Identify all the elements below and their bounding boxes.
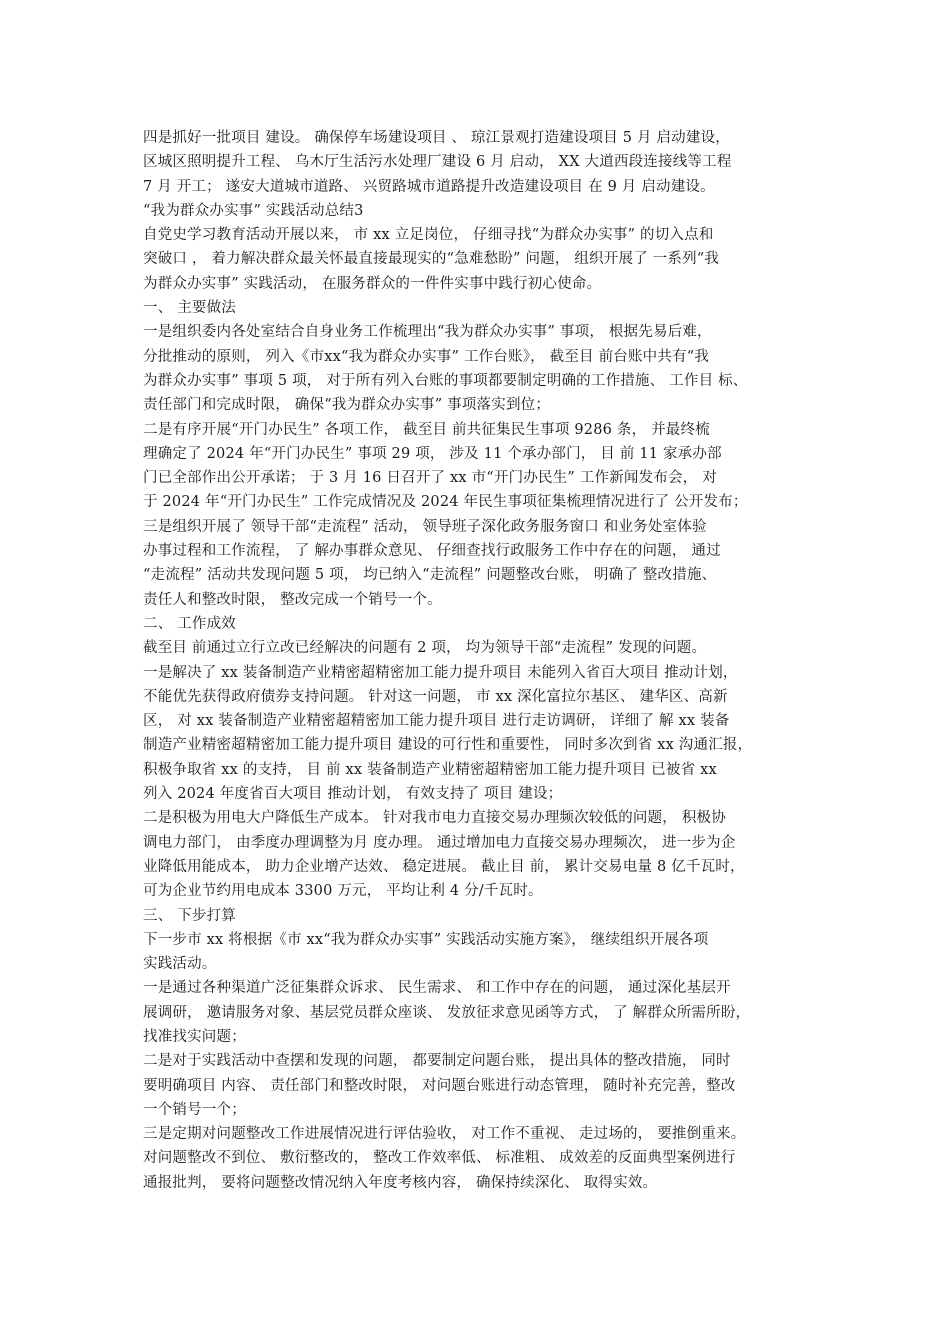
text-line: 责任部门和完成时限， 确保“我为群众办实事” 事项落实到位； (143, 397, 551, 414)
text-line: 找准找实问题； (143, 1028, 246, 1045)
text-line: 一个销号一个； (143, 1101, 246, 1118)
text-line: 三是组织开展了 领导干部“走流程” 活动， 领导班子深化政务服务窗口 和业务处室体验 (143, 518, 707, 535)
text-line: 二是积极为用电大户降低生产成本。 针对我市电力直接交易办理频次较低的问题， 积极协 (143, 810, 726, 827)
text-line: 区城区照明提升工程、 乌木厅生活污水处理厂建设 6 月 启动， XX 大道西段连接线等工程 (143, 154, 732, 171)
text-line: 调电力部门， 由季度办理调整为月 度办理。 通过增加电力直接交易办理频次， 进一步为企 (143, 834, 736, 851)
text-line: 突破口 ， 着力解决群众最关怀最直接最现实的“急难愁盼” 问题， 组织开展了 一系列“我 (143, 251, 720, 268)
text-line: 实践活动。 (143, 956, 217, 973)
text-line: 7 月 开工； 遂安大道城市道路、 兴贸路城市道路提升改造建设项目 在 9 月 启动建设。 (143, 178, 715, 195)
text-line: 业降低用能成本， 助力企业增产达效、 稳定进展。 截止目 前， 累计交易电量 8 亿千瓦时， (143, 858, 745, 875)
text-line: 下一步市 xx 将根据《市 xx“我为群众办实事” 实践活动实施方案》， 继续组织开展各项 (143, 931, 709, 948)
text-line: 为群众办实事” 事项 5 项， 对于所有列入台账的事项都要制定明确的工作措施、 工作目 标、 (143, 372, 748, 389)
text-line: 一是组织委内各处室结合自身业务工作梳理出“我为群众办实事” 事项， 根据先易后难， (143, 324, 712, 341)
text-line: 展调研， 邀请服务对象、基层党员群众座谈、 发放征求意见函等方式， 了 解群众所需所盼， (143, 1004, 751, 1021)
document-body (143, 126, 823, 1195)
text-line: 自党史学习教育活动开展以来， 市 xx 立足岗位， 仔细寻找“为群众办实事” 的切入点和 (143, 227, 714, 244)
text-line: 二是对于实践活动中查摆和发现的问题， 都要制定问题台账， 提出具体的整改措施， 同时 (143, 1053, 731, 1070)
text-line: 二、 工作成效 (143, 615, 237, 632)
text-line: 理确定了 2024 年“开门办民生” 事项 29 项， 涉及 11 个承办部门， 目 前 11 家承办部 (143, 445, 722, 462)
text-line: 对问题整改不到位、 敷衍整改的， 整改工作效率低、 标准粗、 成效差的反面典型案例进行 (143, 1150, 736, 1167)
text-line: 门已全部作出公开承诺； 于 3 月 16 日召开了 xx 市“开门办民生” 工作新闻发布会， 对 (143, 470, 717, 487)
text-line: 列入 2024 年度省百大项目 推动计划， 有效支持了 项目 建设； (143, 786, 563, 803)
text-line: “走流程” 活动共发现问题 5 项， 均已纳入“走流程” 问题整改台账， 明确了 整改措施、 (143, 567, 717, 584)
text-line: 四是抓好一批项目 建设。 确保停车场建设项目 、 琼江景观打造建设项目 5 月 启动建设， (143, 130, 730, 146)
text-line: 截至目 前通过立行立改已经解决的问题有 2 项， 均为领导干部“走流程” 发现的问题。 (143, 640, 707, 657)
text-line: 于 2024 年“开门办民生” 工作完成情况及 2024 年民生事项征集梳理情况进行了 公开发布； (143, 494, 748, 511)
text-line: 三、 下步打算 (143, 907, 237, 924)
text-line: 积极争取省 xx 的支持， 目 前 xx 装备制造产业精密超精密加工能力提升项目 已被省 xx (143, 761, 717, 778)
text-line: 要明确项目 内容、 责任部门和整改时限， 对问题台账进行动态管理， 随时补充完善，整改 (143, 1077, 736, 1094)
text-line: 一是解决了 xx 装备制造产业精密超精密加工能力提升项目 未能列入省百大项目 推动计划， (143, 664, 738, 681)
text-line: 不能优先获得政府债券支持问题。 针对这一问题， 市 xx 深化富拉尔基区、 建华区、高新 (143, 688, 728, 705)
text-line: 办事过程和工作流程， 了 解办事群众意见、 仔细查找行政服务工作中存在的问题， 通过 (143, 543, 721, 560)
text-line: 区， 对 xx 装备制造产业精密超精密加工能力提升项目 进行走访调研， 详细了 解 xx 装备 (143, 713, 730, 730)
text-line: “我为群众办实事” 实践活动总结3 (143, 202, 364, 219)
text-line: 二是有序开展“开门办民生” 各项工作， 截至目 前共征集民生事项 9286 条， 并最终梳 (143, 421, 710, 438)
text-line: 制造产业精密超精密加工能力提升项目 建设的可行性和重要性， 同时多次到省 xx 沟通汇报， (143, 737, 753, 754)
text-line: 一、 主要做法 (143, 300, 237, 317)
text-line: 通报批判， 要将问题整改情况纳入年度考核内容， 确保持续深化、 取得实效。 (143, 1174, 658, 1191)
text-line: 分批推动的原则， 列入《市xx“我为群众办实事” 工作台账》， 截至目 前台账中共有“我 (143, 348, 710, 365)
text-line: 三是定期对问题整改工作进展情况进行评估验收， 对工作不重视、 走过场的， 要推倒重来。 (143, 1126, 746, 1143)
text-line: 可为企业节约用电成本 3300 万元， 平均让利 4 分/千瓦时。 (143, 883, 543, 900)
text-line: 一是通过各种渠道广泛征集群众诉求、 民生需求、 和工作中存在的问题， 通过深化基层开 (143, 980, 731, 997)
text-line: 为群众办实事” 实践活动， 在服务群众的一件件实事中践行初心使命。 (143, 275, 602, 292)
text-line: 责任人和整改时限， 整改完成一个销号一个。 (143, 591, 442, 608)
